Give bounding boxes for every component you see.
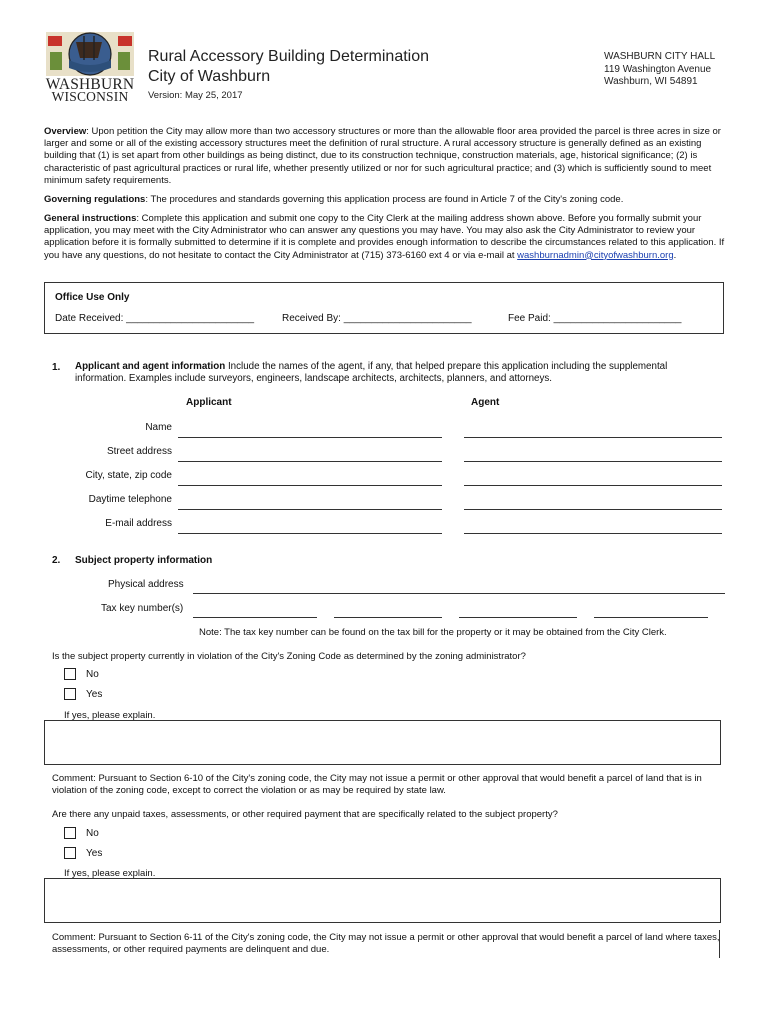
tax-key-line-3[interactable] [459, 617, 577, 618]
applicant-column-header: Applicant [186, 397, 232, 408]
hall-street: 119 Washington Avenue [604, 63, 712, 75]
hall-city: Washburn, WI 54891 [604, 76, 698, 87]
version-date: Version: May 25, 2017 [148, 90, 243, 101]
tax-key-line-1[interactable] [193, 617, 317, 618]
daytime-telephone-label: Daytime telephone [88, 494, 172, 505]
governing-paragraph [44, 194, 730, 206]
violation-no-checkbox[interactable] [64, 668, 76, 680]
section-2-number: 2. [52, 555, 61, 566]
physical-address-line[interactable] [193, 593, 725, 594]
section-1-text: Include the names of the agent, if any, that helped prepare this application including the supplemental information. Examples include surveyors, engineers, landscape architects, architects, planners, and attorneys. [75, 361, 668, 385]
agent-phone-line[interactable] [464, 509, 722, 510]
received-by-field[interactable]: Received By: _______________________ [282, 313, 472, 324]
general-label: General instructions [44, 213, 137, 224]
tax-key-line-2[interactable] [334, 617, 442, 618]
governing-text: : The procedures and standards governing this application process are found in Article 7 of the City's zoning code. [145, 194, 624, 205]
violation-yes-label: Yes [86, 689, 103, 700]
violation-no-label: No [86, 669, 99, 680]
violation-explain-box[interactable] [44, 720, 721, 765]
general-instructions-paragraph [44, 213, 730, 262]
applicant-name-line[interactable] [178, 437, 442, 438]
agent-city-line[interactable] [464, 485, 722, 486]
violation-yes-checkbox[interactable] [64, 688, 76, 700]
logo-text-wisconsin: WISCONSIN [51, 89, 129, 104]
agent-name-line[interactable] [464, 437, 722, 438]
agent-street-line[interactable] [464, 461, 722, 462]
violation-question: Is the subject property currently in violation of the City's Zoning Code as determined by the zoning administrator? [52, 651, 526, 662]
logo-text-washburn: WASHBURN [45, 76, 135, 93]
taxes-no-label: No [86, 828, 99, 839]
taxes-comment: Comment: Pursuant to Section 6-11 of the City's zoning code, the City may not issue a permit or other approval that would benefit a parcel of land where taxes, assessments, or other required payments are delinquent and due. [52, 932, 720, 956]
email-label: E-mail address [105, 518, 172, 529]
taxes-yes-label: Yes [86, 848, 103, 859]
taxes-explain-label: If yes, please explain. [64, 868, 156, 879]
applicant-phone-line[interactable] [178, 509, 442, 510]
taxes-comment-border [719, 930, 720, 958]
section-1-number: 1. [52, 362, 61, 373]
taxes-no-checkbox[interactable] [64, 827, 76, 839]
section-1-intro [75, 361, 715, 386]
title-line-1: Rural Accessory Building Determination [148, 48, 430, 65]
city-hall-address [604, 51, 715, 89]
unpaid-taxes-question: Are there any unpaid taxes, assessments, or other required payment that are specifically related to the subject property? [52, 809, 558, 820]
city-state-zip-label: City, state, zip code [85, 470, 172, 481]
taxes-explain-box[interactable] [44, 878, 721, 923]
hall-name: WASHBURN CITY HALL [604, 51, 716, 62]
overview-text: : Upon petition the City may allow more than two accessory structures or more than the allowable floor area provided the parcel is three acres in size or larger and some or all of the existing accessory structures meet the definition of rural structure. A rural accessory structure is generally defined as an existing building that (1) is set apart from other buildings as being distinct, due to its construction technique, construction materials, age, historical significance; (2) is characteristic of past agricultural practices or rural life, whether presently utilized or nor for such agricultural practice; and (3) which is sufficiently sound to meet minimum safety requirements. [44, 126, 721, 186]
general-text: : Complete this application and submit one copy to the City Clerk at the mailing address shown above. Before you formally submit your application, you may meet with the City Administrator who can answer any questions you may have. You may also ask the City Administrator to review your application before it is formally submitted to determine if it is complete and provides enough information to describe the circumstances related to this application. If you have any questions, do not hesitate to contact the City Administrator at (715) 373-6160 ext 4 or via e-mail at [44, 213, 725, 261]
taxes-yes-checkbox[interactable] [64, 847, 76, 859]
date-received-field[interactable]: Date Received: _______________________ [55, 313, 255, 324]
street-address-label: Street address [106, 446, 172, 457]
title-line-2: City of Washburn [148, 68, 271, 85]
violation-comment: Comment: Pursuant to Section 6-10 of the City's zoning code, the City may not issue a permit or other approval that would benefit a parcel of land that is in violation of the zoning code, except to correct the violation or as may be required by state law. [52, 773, 702, 797]
agent-column-header: Agent [471, 397, 500, 408]
physical-address-label: Physical address [108, 579, 184, 590]
governing-label: Governing regulations [44, 194, 146, 205]
document-title [148, 47, 429, 87]
section-1-heading: Applicant and agent information [75, 361, 226, 372]
applicant-city-line[interactable] [178, 485, 442, 486]
office-use-title: Office Use Only [55, 292, 130, 303]
tax-key-line-4[interactable] [594, 617, 708, 618]
general-end: . [673, 249, 677, 261]
tax-key-note: Note: The tax key number can be found on the tax bill for the property or it may be obtained from the City Clerk. [199, 627, 667, 638]
office-use-box [44, 282, 724, 334]
overview-label: Overview [44, 126, 87, 137]
applicant-street-line[interactable] [178, 461, 442, 462]
name-label: Name [145, 422, 172, 433]
violation-explain-label: If yes, please explain. [64, 710, 156, 721]
applicant-email-line[interactable] [178, 533, 442, 534]
agent-email-line[interactable] [464, 533, 722, 534]
fee-paid-field[interactable]: Fee Paid: _______________________ [508, 313, 682, 324]
overview-paragraph [44, 126, 730, 187]
section-2-heading: Subject property information [75, 555, 213, 566]
tax-key-label: Tax key number(s) [101, 603, 184, 614]
admin-email-link[interactable]: washburnadmin@cityofwashburn.org [517, 249, 674, 261]
